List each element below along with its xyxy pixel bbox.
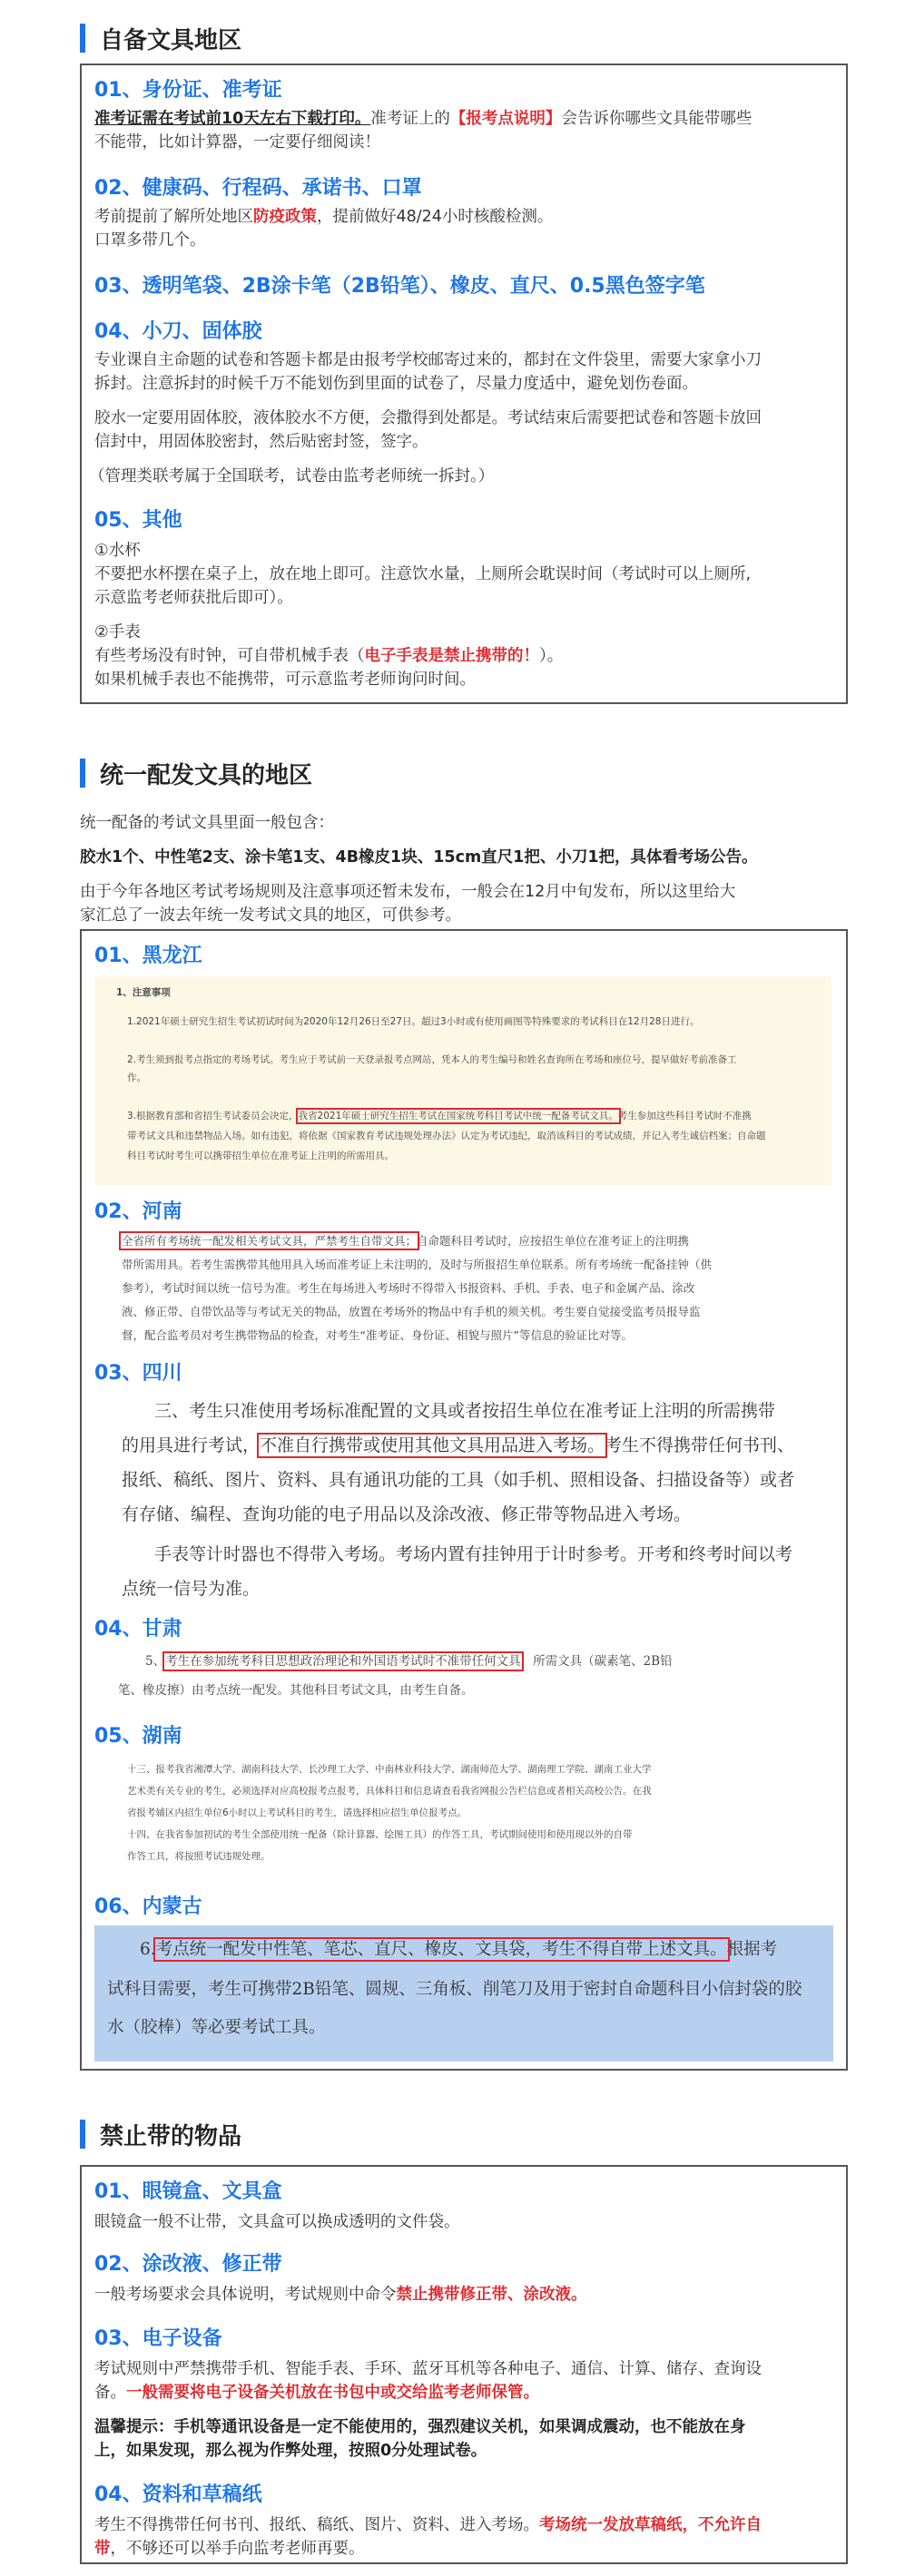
section-title-self-supplied: 自备文具地区 xyxy=(80,20,241,56)
paragraph: ①水杯 xyxy=(94,542,141,560)
highlight-box: 不准自行携带或使用其他文具用品进入考场。 xyxy=(260,1435,605,1455)
paragraph: 备。一般需要将电子设备关机放在书包中或交给监考老师保管。 xyxy=(94,2384,539,2402)
section-title-unified: 统一配发文具的地区 xyxy=(80,755,312,791)
excerpt-sichuan: 的用具进行考试，不准自行携带或使用其他文具用品进入考场。考生不得携带任何书刊、 xyxy=(122,1435,795,1455)
paragraph: 如果机械手表也不能携带，可示意监考老师询问时间。 xyxy=(94,671,476,689)
item-heading: 02、涂改液、修正带 xyxy=(94,2253,282,2276)
highlight-box: 考点统一配发中性笔、笔芯、直尺、橡皮、文具袋，考生不得自带上述文具。 xyxy=(155,1940,727,1959)
item-heading: 03、透明笔袋、2B涂卡笔（2B铅笔）、橡皮、直尺、0.5黑色签字笔 xyxy=(94,275,705,298)
paragraph: 一般考场要求会具体说明，考试规则中命令禁止携带修正带、涂改液。 xyxy=(94,2286,587,2304)
highlight-box: 我省2021年硕士研究生招生考试在国家统考科目考试中统一配备考试文具。 xyxy=(298,1111,618,1121)
section-title-bar xyxy=(80,24,85,53)
paragraph: 考前提前了解所处地区防疫政策，提前做好48/24小时核酸检测。 xyxy=(94,208,554,226)
paragraph: 胶水一定要用固体胶，液体胶水不方便，会撒得到处都是。考试结束后需要把试卷和答题卡放回 xyxy=(94,409,762,427)
section-title-prohibited: 禁止带的物品 xyxy=(80,2116,241,2152)
excerpt-gansu: 5、考生在参加统考科目思想政治理论和外国语考试时不准带任何文具，所需文具（碳素笔、2B铅 xyxy=(145,1654,673,1669)
excerpt-heilongjiang: 1、注意事项 1.2021年硕士研究生招生考试初试时间为2020年12月26日至27日。超过3小时或有使用画图等特殊要求的考试科目在12月28日进行。 2.考生须到报考点指定的考场考试。考生应于考试前一天登录报考点网站，凭本人的考生编号和姓名查询所在考场和座位号，提早做好考前准备工 作。 3.根据教育部和省招生考试委员会决定，我省2021年硕士研究生招生考试在国家统考科目考试中统一配备考试文具。考生参加这些科目考试时不准携 带考试文具和违禁物品入场。如有违犯，将依据《国家教育考试违规处理办法》认定为考试违纪，取消该科目的考试成绩，并记入考生诚信档案；自命题 科目考试时考生可以携带招生单位在准考证上注明的所需用具。 xyxy=(94,976,831,1185)
paragraph: 考生不得携带任何书刊、报纸、稿纸、图片、资料、进入考场。考场统一发放草稿纸，不允许自 xyxy=(94,2516,762,2534)
unified-regions-box: 01、黑龙江 1、注意事项 1.2021年硕士研究生招生考试初试时间为2020年12月26日至27日。超过3小时或有使用画图等特殊要求的考试科目在12月28日进行。 2.考生须到报考点指定的考场考试。考生应于考试前一天登录报考点网站，凭本人的考生编号和姓名查询所在考场和座位号，提早做好考前准备工 作。 3.根据教育部和省招生考试委员会决定，我省2021年硕士研究生招生考试在国家统考科目考试中统一配备考试文具。考生参加这些科目考试时不准携 带考试文具和违禁物品入场。如有违犯，将依据《国家教育考试违规处理办法》认定为考试违纪，取消该科目的考试成绩，并记入考生诚信档案；自命题 科目考试时考生可以携带招生单位在准考证上注明的所需用具。 02、河南 全省所有考场统一配发相关考试文具，严禁考生自带文具；自命题科目考试时，应按招生单位在准考证上的注明携 带所需用具。若考生需携带其他用具入场而准考证上未注明的，及时与所报招生单位联系。所有考场统一配备挂钟（供 参考），考试时间以统一信号为准。考生在每场进入考场时不得带入书报资料、手机、手表、电子和金属产品、涂改 液、修正带、自带饮品等与考试无关的物品，放置在考场外的物品中有手机的须关机。考生要自觉接受监考员报导监 督，配合监考员对考生携带物品的检查，对考生“准考证、身份证、相貌与照片”等信息的验证比对等。 03、四川 三、考生只准使用考场标准配置的文具或者按招生单位在准考证上注明的所需携带 的用具进行考试，不准自行携带或使用其他文具用品进入考场。考生不得携带任何书刊、 报纸、稿纸、图片、资料、具有通讯功能的工具（如手机、照相设备、扫描设备等）或者 有存储、编程、查询功能的电子用品以及涂改液、修正带等物品进入考场。 手表等计时器也不得带入考场。考场内置有挂钟用于计时参考。开考和终考时间以考 点统一信号为准。 04、甘肃 5、考生在参加统考科目思想政治理论和外国语考试时不准带任何文具，所需文具（碳素笔、2B铅 笔、橡皮擦）由考点统一配发。其他科目考试文具，由考生自备。 05、湖南 十三、报考我省湘潭大学、湖南科技大学、长沙理工大学、中南林业科技大学、湖南师范大学、湖南理工学院、湖南工业大学 艺术类有关专业的考生，必须选择对应高校报考点报考，具体科目和信息请查看我省网报公告栏信息或者相关高校公告。在我 省报考辅区内招生单位6小时以上考试科目的考生，请选择相应招生单位报考点。 十四、在我省参加初试的考生全部使用统一配备（除计算器、绘图工具）的作答工具，考试期间使用和使用现以外的自带 作答工具，将按照考试违规处理。 06、内蒙古 6.考点统一配发中性笔、笔芯、直尺、橡皮、文具袋，考生不得自带上述文具。根据考 试科目需要，考生可携带2B铅笔、圆规、三角板、削笔刀及用于密封自命题科目小信封袋的胶 水（胶棒）等必要考试工具。 xyxy=(80,929,848,2071)
paragraph: 信封中，用固体胶密封，然后贴密封签，签字。 xyxy=(94,433,428,451)
paragraph: 口罩多带几个。 xyxy=(94,231,206,250)
region-heading-hunan: 05、湖南 xyxy=(94,1725,182,1748)
excerpt-hunan: 十三、报考我省湘潭大学、湖南科技大学、长沙理工大学、中南林业科技大学、湖南师范大学、湖南理工学院、湖南工业大学 xyxy=(127,1764,652,1775)
region-heading-gansu: 04、甘肃 xyxy=(94,1618,182,1641)
tip-paragraph: 温馨提示：手机等通讯设备是一定不能使用的，强烈建议关机，如果调成震动，也不能放在身 xyxy=(94,2418,746,2436)
section-title-bar xyxy=(80,759,85,788)
intro-text: 统一配备的考试文具里面一般包含： xyxy=(80,814,334,832)
excerpt-inner-mongolia: 6.考点统一配发中性笔、笔芯、直尺、橡皮、文具袋，考生不得自带上述文具。根据考 试科目需要，考生可携带2B铅笔、圆规、三角板、削笔刀及用于密封自命题科目小信封袋的胶 水（胶棒）等必要考试工具。 xyxy=(94,1925,833,2062)
paragraph: 拆封。注意拆封的时候千万不能划伤到里面的试卷了，尽量力度适中，避免划伤卷面。 xyxy=(94,375,698,393)
paragraph: 考试规则中严禁携带手机、智能手表、手环、蓝牙耳机等各种电子、通信、计算、储存、查询设 xyxy=(94,2360,762,2378)
highlight-box: 全省所有考场统一配发相关考试文具，严禁考生自带文具； xyxy=(122,1234,418,1248)
item-heading: 01、眼镜盒、文具盒 xyxy=(94,2180,282,2203)
intro-text: 家汇总了一波去年统一发考试文具的地区，可供参考。 xyxy=(80,906,461,925)
paragraph: 准考证需在考试前10天左右下载打印。准考证上的【报考点说明】会告诉你哪些文具能带哪些 xyxy=(94,110,753,128)
item-heading: 05、其他 xyxy=(94,509,182,532)
item-heading: 04、资料和草稿纸 xyxy=(94,2483,262,2506)
prohibited-box xyxy=(80,2165,848,2564)
paragraph: 示意监考老师获批后即可）。 xyxy=(94,589,293,607)
paragraph: ②手表 xyxy=(94,623,141,642)
region-heading-inner-mongolia: 06、内蒙古 xyxy=(94,1895,202,1918)
highlight-box: 考生在参加统考科目思想政治理论和外国语考试时不准带任何文具 xyxy=(165,1654,521,1669)
intro-bold: 胶水1个、中性笔2支、涂卡笔1支、4B橡皮1块、15cm直尺1把、小刀1把，具体看考场公告。 xyxy=(80,848,758,867)
paragraph: （管理类联考属于全国联考，试卷由监考老师统一拆封。） xyxy=(89,467,495,485)
item-heading: 01、身份证、准考证 xyxy=(94,79,282,102)
item-heading: 03、电子设备 xyxy=(94,2327,222,2350)
paragraph: 有些考场没有时钟，可自带机械手表（电子手表是禁止携带的！）。 xyxy=(94,647,564,665)
tip-paragraph: 上，如果发现，那么视为作弊处理，按照0分处理试卷。 xyxy=(94,2442,487,2460)
intro-text: 由于今年各地区考试考场规则及注意事项还暂未发布，一般会在12月中旬发布，所以这里给大 xyxy=(80,883,736,901)
item-heading: 04、小刀、固体胶 xyxy=(94,320,262,343)
paragraph: 带，不够还可以举手向监考老师再要。 xyxy=(94,2540,365,2558)
paragraph: 不要把水杯摆在桌子上，放在地上即可。注意饮水量，上厕所会耽误时间（考试时可以上厕所, xyxy=(94,565,752,583)
paragraph: 专业课自主命题的试卷和答题卡都是由报考学校邮寄过来的，都封在文件袋里，需要大家拿小刀 xyxy=(94,351,762,369)
region-heading-heilongjiang: 01、黑龙江 xyxy=(94,945,202,967)
paragraph: 不能带，比如计算器，一定要仔细阅读！ xyxy=(94,133,380,152)
section-title-bar xyxy=(80,2120,85,2149)
region-heading-sichuan: 03、四川 xyxy=(94,1362,182,1385)
region-heading-henan: 02、河南 xyxy=(94,1200,182,1223)
excerpt-henan: 全省所有考场统一配发相关考试文具，严禁考生自带文具；自命题科目考试时，应按招生单位在准考证上的注明携 xyxy=(122,1234,690,1248)
paragraph: 眼镜盒一般不让带，文具盒可以换成透明的文件袋。 xyxy=(94,2213,460,2231)
item-heading: 02、健康码、行程码、承诺书、口罩 xyxy=(94,177,422,200)
self-supplied-box xyxy=(80,64,848,704)
